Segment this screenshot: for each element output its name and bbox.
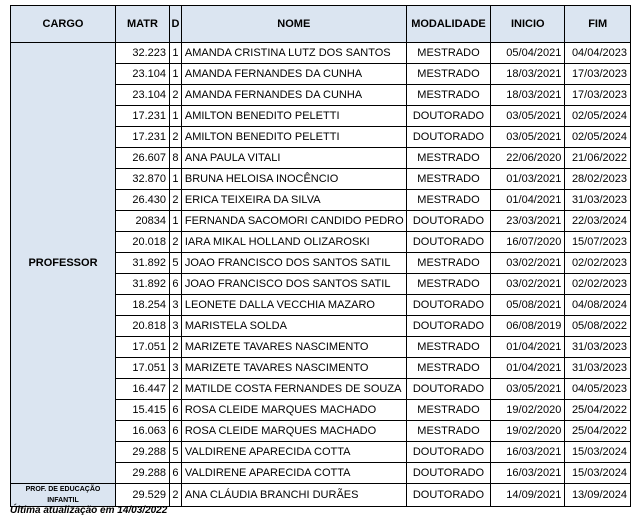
inicio-cell: 14/09/2021 (491, 484, 565, 507)
modalidade-cell: MESTRADO (406, 421, 490, 442)
last-updated-note: Última atualização em 14/03/2022 (10, 505, 168, 516)
header-row (11, 6, 631, 43)
matr-cell: 17.051 (115, 358, 169, 379)
nome-cell: ROSA CLEIDE MARQUES MACHADO (181, 421, 406, 442)
cargo-cell: PROFESSOR (11, 43, 116, 484)
matr-cell: 29.288 (115, 442, 169, 463)
modalidade-cell: MESTRADO (406, 337, 490, 358)
matr-cell: 20.018 (115, 232, 169, 253)
inicio-cell: 22/06/2020 (491, 148, 565, 169)
inicio-cell: 01/04/2021 (491, 358, 565, 379)
fim-cell: 15/07/2023 (565, 232, 631, 253)
d-cell: 6 (170, 421, 182, 442)
fim-cell: 04/08/2024 (565, 295, 631, 316)
matr-cell: 31.892 (115, 274, 169, 295)
fim-cell: 25/04/2022 (565, 400, 631, 421)
inicio-cell: 16/03/2021 (491, 463, 565, 484)
d-cell: 6 (170, 400, 182, 421)
modalidade-cell: DOUTORADO (406, 484, 490, 507)
inicio-cell: 03/02/2021 (491, 253, 565, 274)
nome-cell: MARIZETE TAVARES NASCIMENTO (181, 337, 406, 358)
nome-cell: AMANDA CRISTINA LUTZ DOS SANTOS (181, 43, 406, 64)
d-cell: 1 (170, 169, 182, 190)
nome-cell: AMANDA FERNANDES DA CUNHA (181, 64, 406, 85)
fim-cell: 22/03/2024 (565, 211, 631, 232)
d-cell: 5 (170, 253, 182, 274)
inicio-cell: 16/07/2020 (491, 232, 565, 253)
matr-cell: 31.892 (115, 253, 169, 274)
nome-cell: FERNANDA SACOMORI CANDIDO PEDRO (181, 211, 406, 232)
fim-cell: 21/06/2022 (565, 148, 631, 169)
fim-cell: 13/09/2024 (565, 484, 631, 507)
modalidade-cell: DOUTORADO (406, 127, 490, 148)
fim-cell: 04/04/2023 (565, 43, 631, 64)
table-container (10, 5, 631, 507)
table-row (11, 43, 631, 64)
matr-cell: 16.063 (115, 421, 169, 442)
inicio-cell: 23/03/2021 (491, 211, 565, 232)
inicio-cell: 18/03/2021 (491, 85, 565, 106)
fim-cell: 02/05/2024 (565, 127, 631, 148)
matr-cell: 20834 (115, 211, 169, 232)
modalidade-cell: DOUTORADO (406, 316, 490, 337)
matr-cell: 17.051 (115, 337, 169, 358)
modalidade-cell: MESTRADO (406, 148, 490, 169)
fim-cell: 28/02/2023 (565, 169, 631, 190)
d-cell: 3 (170, 316, 182, 337)
d-cell: 2 (170, 379, 182, 400)
d-cell: 1 (170, 211, 182, 232)
inicio-cell: 06/08/2019 (491, 316, 565, 337)
matr-cell: 20.818 (115, 316, 169, 337)
inicio-cell: 03/05/2021 (491, 127, 565, 148)
d-cell: 3 (170, 295, 182, 316)
matr-cell: 29.288 (115, 463, 169, 484)
d-cell: 1 (170, 43, 182, 64)
d-cell: 2 (170, 232, 182, 253)
modalidade-cell: MESTRADO (406, 400, 490, 421)
inicio-cell: 18/03/2021 (491, 64, 565, 85)
fim-cell: 02/05/2024 (565, 106, 631, 127)
matr-cell: 16.447 (115, 379, 169, 400)
inicio-cell: 05/04/2021 (491, 43, 565, 64)
fim-cell: 25/04/2022 (565, 421, 631, 442)
d-cell: 1 (170, 64, 182, 85)
modalidade-cell: MESTRADO (406, 274, 490, 295)
nome-cell: ROSA CLEIDE MARQUES MACHADO (181, 400, 406, 421)
nome-cell: BRUNA HELOISA INOCÊNCIO (181, 169, 406, 190)
modalidade-cell: DOUTORADO (406, 211, 490, 232)
modalidade-cell: DOUTORADO (406, 379, 490, 400)
fim-cell: 02/02/2023 (565, 274, 631, 295)
modalidade-cell: DOUTORADO (406, 232, 490, 253)
inicio-cell: 05/08/2021 (491, 295, 565, 316)
d-cell: 2 (170, 484, 182, 507)
table-row (11, 484, 631, 507)
modalidade-cell: MESTRADO (406, 253, 490, 274)
matr-cell: 18.254 (115, 295, 169, 316)
modalidade-cell: MESTRADO (406, 64, 490, 85)
fim-cell: 02/02/2023 (565, 253, 631, 274)
modalidade-cell: DOUTORADO (406, 442, 490, 463)
nome-cell: MARISTELA SOLDA (181, 316, 406, 337)
inicio-cell: 03/05/2021 (491, 106, 565, 127)
modalidade-cell: DOUTORADO (406, 463, 490, 484)
inicio-cell: 01/03/2021 (491, 169, 565, 190)
d-cell: 6 (170, 463, 182, 484)
nome-cell: JOAO FRANCISCO DOS SANTOS SATIL (181, 274, 406, 295)
matr-cell: 29.529 (115, 484, 169, 507)
modalidade-cell: DOUTORADO (406, 106, 490, 127)
d-cell: 6 (170, 274, 182, 295)
fim-cell: 31/03/2023 (565, 190, 631, 211)
nome-cell: ERICA TEIXEIRA DA SILVA (181, 190, 406, 211)
nome-cell: MATILDE COSTA FERNANDES DE SOUZA (181, 379, 406, 400)
d-cell: 2 (170, 190, 182, 211)
cargo-cell: PROF. DE EDUCAÇÃO INFANTIL (11, 484, 116, 507)
nome-cell: IARA MIKAL HOLLAND OLIZAROSKI (181, 232, 406, 253)
matr-cell: 23.104 (115, 85, 169, 106)
matr-cell: 23.104 (115, 64, 169, 85)
modalidade-cell: MESTRADO (406, 43, 490, 64)
inicio-cell: 19/02/2020 (491, 400, 565, 421)
header-fim: FIM (565, 6, 631, 43)
matr-cell: 17.231 (115, 106, 169, 127)
nome-cell: VALDIRENE APARECIDA COTTA (181, 442, 406, 463)
inicio-cell: 03/02/2021 (491, 274, 565, 295)
matr-cell: 17.231 (115, 127, 169, 148)
d-cell: 5 (170, 442, 182, 463)
d-cell: 2 (170, 337, 182, 358)
nome-cell: ANA CLÁUDIA BRANCHI DURÃES (181, 484, 406, 507)
fim-cell: 17/03/2023 (565, 85, 631, 106)
nome-cell: JOAO FRANCISCO DOS SANTOS SATIL (181, 253, 406, 274)
matr-cell: 26.430 (115, 190, 169, 211)
inicio-cell: 01/04/2021 (491, 337, 565, 358)
fim-cell: 31/03/2023 (565, 337, 631, 358)
header-nome: NOME (181, 6, 406, 43)
header-cargo: CARGO (11, 6, 116, 43)
inicio-cell: 16/03/2021 (491, 442, 565, 463)
modalidade-cell: MESTRADO (406, 169, 490, 190)
nome-cell: MARIZETE TAVARES NASCIMENTO (181, 358, 406, 379)
header-matr: MATR (115, 6, 169, 43)
inicio-cell: 01/04/2021 (491, 190, 565, 211)
modalidade-cell: MESTRADO (406, 85, 490, 106)
fim-cell: 17/03/2023 (565, 64, 631, 85)
nome-cell: LEONETE DALLA VECCHIA MAZARO (181, 295, 406, 316)
matr-cell: 32.223 (115, 43, 169, 64)
data-table (10, 5, 631, 507)
header-d: D (170, 6, 182, 43)
fim-cell: 04/05/2023 (565, 379, 631, 400)
fim-cell: 31/03/2023 (565, 358, 631, 379)
nome-cell: AMILTON BENEDITO PELETTI (181, 106, 406, 127)
header-modalidade: MODALIDADE (406, 6, 490, 43)
fim-cell: 15/03/2024 (565, 442, 631, 463)
modalidade-cell: MESTRADO (406, 358, 490, 379)
d-cell: 8 (170, 148, 182, 169)
matr-cell: 15.415 (115, 400, 169, 421)
fim-cell: 15/03/2024 (565, 463, 631, 484)
d-cell: 3 (170, 358, 182, 379)
d-cell: 2 (170, 127, 182, 148)
d-cell: 2 (170, 85, 182, 106)
header-inicio: INICIO (491, 6, 565, 43)
inicio-cell: 19/02/2020 (491, 421, 565, 442)
nome-cell: ANA PAULA VITALI (181, 148, 406, 169)
nome-cell: AMANDA FERNANDES DA CUNHA (181, 85, 406, 106)
modalidade-cell: DOUTORADO (406, 295, 490, 316)
modalidade-cell: MESTRADO (406, 190, 490, 211)
matr-cell: 32.870 (115, 169, 169, 190)
nome-cell: AMILTON BENEDITO PELETTI (181, 127, 406, 148)
fim-cell: 05/08/2022 (565, 316, 631, 337)
table-body (11, 43, 631, 507)
inicio-cell: 03/05/2021 (491, 379, 565, 400)
d-cell: 1 (170, 106, 182, 127)
matr-cell: 26.607 (115, 148, 169, 169)
nome-cell: VALDIRENE APARECIDA COTTA (181, 463, 406, 484)
